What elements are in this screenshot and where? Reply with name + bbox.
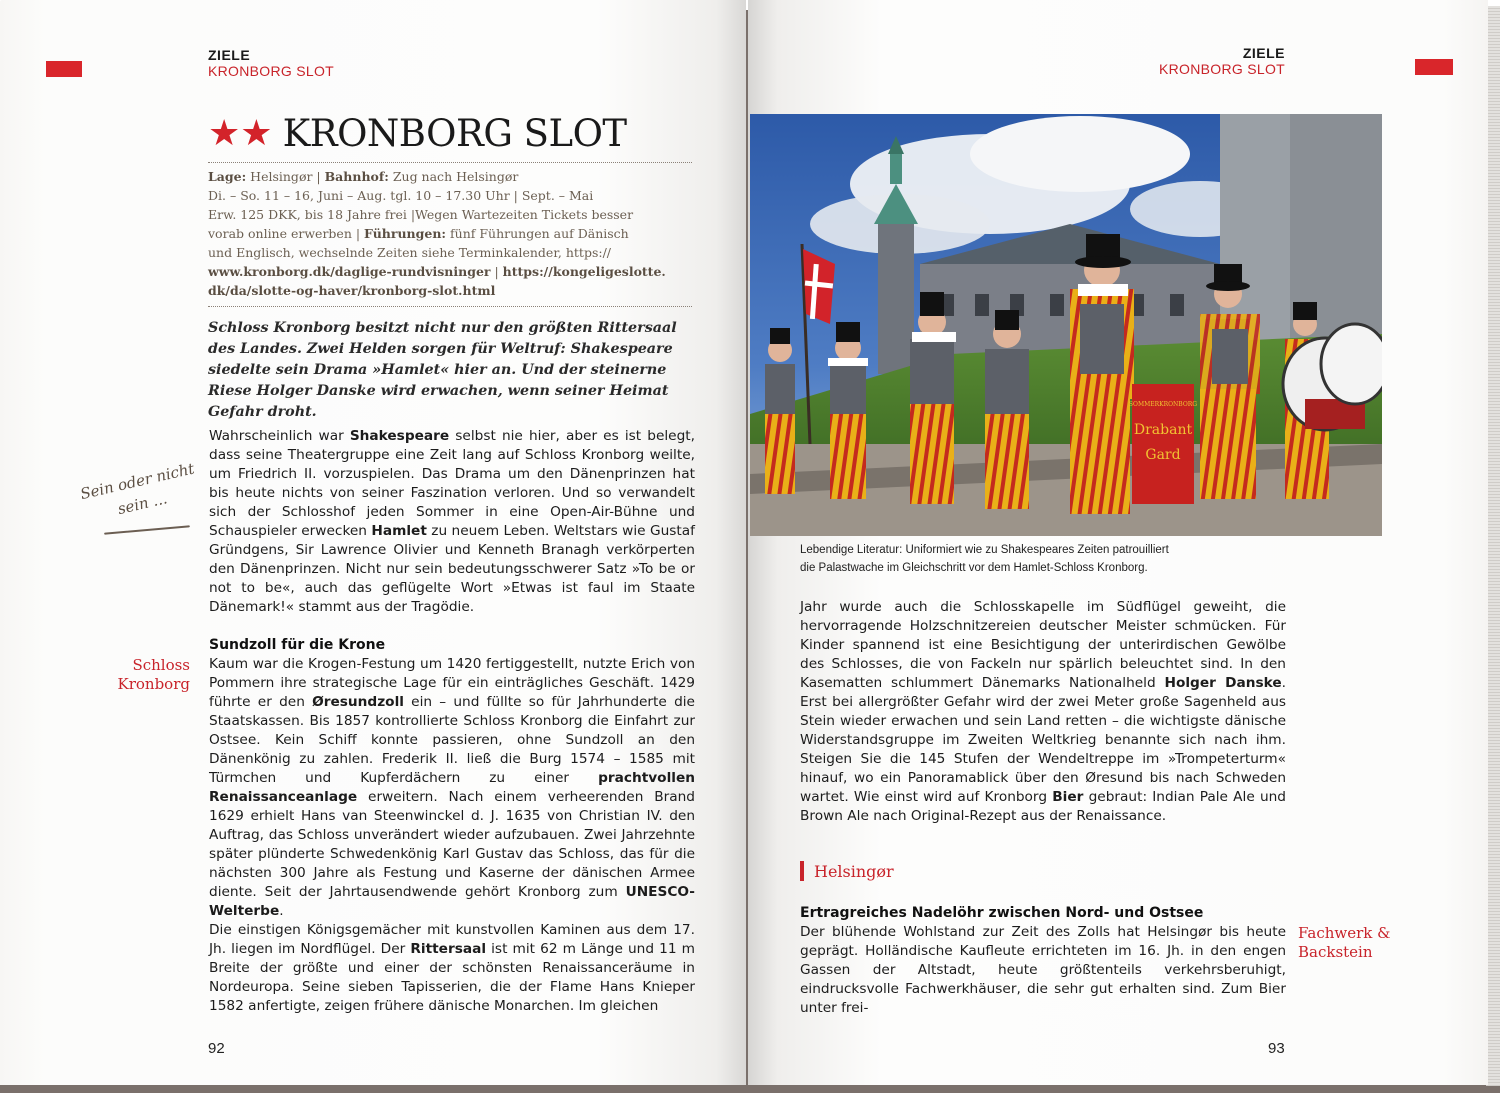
info-line: und Englisch, wechselnde Zeiten siehe Terminkalender, https:// bbox=[208, 245, 612, 260]
running-head-title: KRONBORG SLOT bbox=[1158, 61, 1285, 77]
info-line: Erw. 125 DKK, bis 18 Jahre frei |Wegen Wartezeiten Tickets besser bbox=[208, 207, 634, 222]
page-stack-edge bbox=[1486, 6, 1500, 1086]
body-paragraph: Wahrscheinlich war Shakespeare selbst nie hier, aber es ist belegt, dass seine Theatergruppe eine Zeit lang auf Schloss Kronborg weilte, um Friedrich II. vorzuspielen. Das Drama um den Dänenprinzen hat bis heute nichts von seiner Faszination verloren. Und so verwandelt sich der Schlosshof jeden Sommer in eine Open-Air-Bühne und Schauspieler erwecken Hamlet zu neuem Leben. Weltstars wie Gustaf Gründgens, Sir Lawrence Olivier und Kenneth Branagh verkörperten den Dänenprinzen. Nicht nur sein bedeutungsschwerer Satz »To be or not to be«, auch das geflügelte Wort »Etwas ist faul im Staate Dänemark!« stammt aus der Tragödie. bbox=[209, 428, 695, 615]
left-running-head bbox=[208, 47, 334, 79]
bold-term: Rittersaal bbox=[410, 941, 487, 957]
banner-text: SOMMERKRONBORG bbox=[1128, 401, 1198, 408]
banner-text: Drabant bbox=[1133, 422, 1193, 438]
caption-line: Lebendige Literatur: Uniformiert wie zu Shakespeares Zeiten patrouilliert bbox=[800, 544, 1169, 556]
bold-term: www.kronborg.dk/daglige-rundvisninger bbox=[208, 264, 491, 279]
bold-term: UNESCO-Welterbe bbox=[209, 884, 695, 919]
guard bbox=[765, 328, 795, 494]
star-icon: ★ bbox=[208, 112, 241, 154]
info-line: www.kronborg.dk/daglige-rundvisninger | https://kongeligeslotte. bbox=[208, 264, 666, 279]
lead-paragraph: Schloss Kronborg besitzt nicht nur den größten Rittersaal des Landes. Zwei Helden sorgen für Weltruf: Shakespeare siedelte sein Drama »Hamlet« hier an. Und der steinerne Riese Holger Danske wird erwachen, wenn seiner Heimat Gefahr droht. bbox=[208, 320, 677, 420]
margin-note-line: Kronborg bbox=[117, 675, 190, 693]
margin-note-line: Fachwerk & bbox=[1298, 924, 1391, 942]
palace-guard-photo bbox=[750, 114, 1382, 536]
left-thumb-tab bbox=[46, 61, 82, 77]
info-line: vorab online erwerben | Führungen: fünf Führungen auf Dänisch bbox=[208, 226, 629, 241]
chapter-title: KRONBORG SLOT bbox=[282, 112, 627, 155]
section-title: Helsingør bbox=[814, 861, 894, 881]
chapter-title-row bbox=[208, 112, 627, 155]
bold-term: dk/da/slotte-og-haver/kronborg-slot.html bbox=[208, 283, 496, 298]
info-box bbox=[208, 162, 692, 307]
body-paragraph: Kaum war die Krogen-Festung um 1420 fertiggestellt, nutzte Erich von Pommern ihre strategische Lage für ein einträgliches Geschäft. 1429 führte er den Øresundzoll ein – und füllte so für Jahrhunderte die Staatskassen. Bis 1857 kontrollierte Schloss Kronborg die Einfahrt zur Ostsee. Kein Schiff konnte passieren, ohne Sundzoll an den Dänenkönig zu zahlen. Frederik II. ließ die Burg 1574 – 1585 mit Türmchen und Kupferdächern zu einer prachtvollen Renaissanceanlage erweitern. Nach einem verheerenden Brand 1629 erhielt Hans van Steenwinckel d. J. 1635 von Christian IV. den Auftrag, das Schloss unverändert wieder aufzubauen. Zwei Jahrzehnte später plünderte Schwedenkönig Karl Gustav das Schloss, das für die nächsten 300 Jahre als Festung und Kaserne der dänischen Armee diente. Seit der Jahrtausendwende gehört Kronborg zum UNESCO-Welterbe. bbox=[209, 656, 695, 919]
photo-caption bbox=[800, 541, 1240, 577]
margin-note-line: Schloss bbox=[132, 656, 190, 674]
bold-term: Führungen: bbox=[364, 226, 447, 241]
running-head-title: KRONBORG SLOT bbox=[208, 63, 335, 79]
page-number: 92 bbox=[208, 1040, 225, 1057]
bold-term: Lage: bbox=[208, 169, 247, 184]
body-paragraph: Der blühende Wohlstand zur Zeit des Zolls hat Helsingør bis heute geprägt. Holländische Kaufleute errichteten im 16. Jh. in den engen Gassen der Altstadt, heute größtenteils verkehrsberuhigt, eindrucksvolle Fachwerkhäuser, die sehr gut erhalten sind. Zum Bier unter frei- bbox=[800, 924, 1286, 1016]
info-line: Lage: Helsingør | Bahnhof: Zug nach Helsingør bbox=[208, 169, 519, 184]
info-line: Di. – So. 11 – 16, Juni – Aug. tgl. 10 – 17.30 Uhr | Sept. – Mai bbox=[208, 188, 594, 203]
star-icon: ★ bbox=[240, 112, 273, 154]
subheading: Sundzoll für die Krone bbox=[209, 637, 386, 653]
bold-term: prachtvollen Renaissanceanlage bbox=[209, 770, 695, 805]
section-bar bbox=[800, 861, 804, 881]
page-number: 93 bbox=[1268, 1040, 1285, 1057]
margin-note-line: Backstein bbox=[1298, 943, 1373, 961]
bold-term: Øresundzoll bbox=[312, 694, 404, 710]
right-thumb-tab bbox=[1415, 59, 1453, 75]
bold-term: https://kongeligeslotte. bbox=[502, 264, 666, 279]
bold-term: Bier bbox=[1052, 789, 1084, 805]
margin-note bbox=[100, 656, 190, 694]
running-head-section: ZIELE bbox=[208, 47, 251, 63]
right-running-head bbox=[1100, 45, 1285, 77]
body-column bbox=[209, 655, 695, 1016]
bold-term: Shakespeare bbox=[349, 428, 450, 444]
body-paragraph: Jahr wurde auch die Schlosskapelle im Südflügel geweiht, die hervorragende Holzschnitzereien deutscher Meister schmücken. Für Kinder spannend ist eine Besichtigung der unterirdischen Gewölbe des Schlosses, die von Fackeln nur spärlich beleuchtet sind. In den Kasematten schlummert Dänemarks Nationalheld Holger Danske. Erst bei allergrößter Gefahr wird der zwei Meter große Sagenheld aus Stein wieder erwachen und sein Land retten – die wichtigste dänische Widerstandsgruppe im Zweiten Weltkrieg benannte sich nach ihm. Steigen Sie die 145 Stufen der Wendeltreppe im »Trompeterturm« hinauf, wo ein Panoramablick über den Øresund bis nach Schweden wartet. Wie einst wird auf Kronborg Bier gebraut: Indian Pale Ale und Brown Ale nach Original-Rezept aus der Renaissance. bbox=[800, 599, 1286, 824]
info-line bbox=[208, 281, 692, 300]
bold-term: Holger Danske bbox=[1164, 675, 1282, 691]
section-heading bbox=[800, 861, 894, 881]
photo-illustration bbox=[750, 114, 1382, 536]
margin-note bbox=[1298, 924, 1408, 962]
banner-text: Gard bbox=[1145, 447, 1181, 463]
body-paragraph: Die einstigen Königsgemächer mit kunstvollen Kaminen aus dem 17. Jh. liegen im Nordflügel. Der Rittersaal ist mit 62 m Länge und 11 m Breite der größte und einer der schönsten Renaissanceräume in Nordeuropa. Seine sieben Tapisserien, die der Flame Hans Knieper 1582 anfertigte, zeigen frühere dänische Monarchen. Im gleichen bbox=[209, 922, 695, 1014]
subheading: Ertragreiches Nadelöhr zwischen Nord- und Ostsee bbox=[800, 905, 1204, 921]
bold-term: Bahnhof: bbox=[324, 169, 389, 184]
bold-term: Hamlet bbox=[371, 523, 427, 539]
running-head-section: ZIELE bbox=[1242, 45, 1285, 61]
caption-line: die Palastwache im Gleichschritt vor dem Hamlet-Schloss Kronborg. bbox=[800, 562, 1148, 574]
handwritten-note: Sein oder nicht sein ... bbox=[78, 459, 197, 519]
